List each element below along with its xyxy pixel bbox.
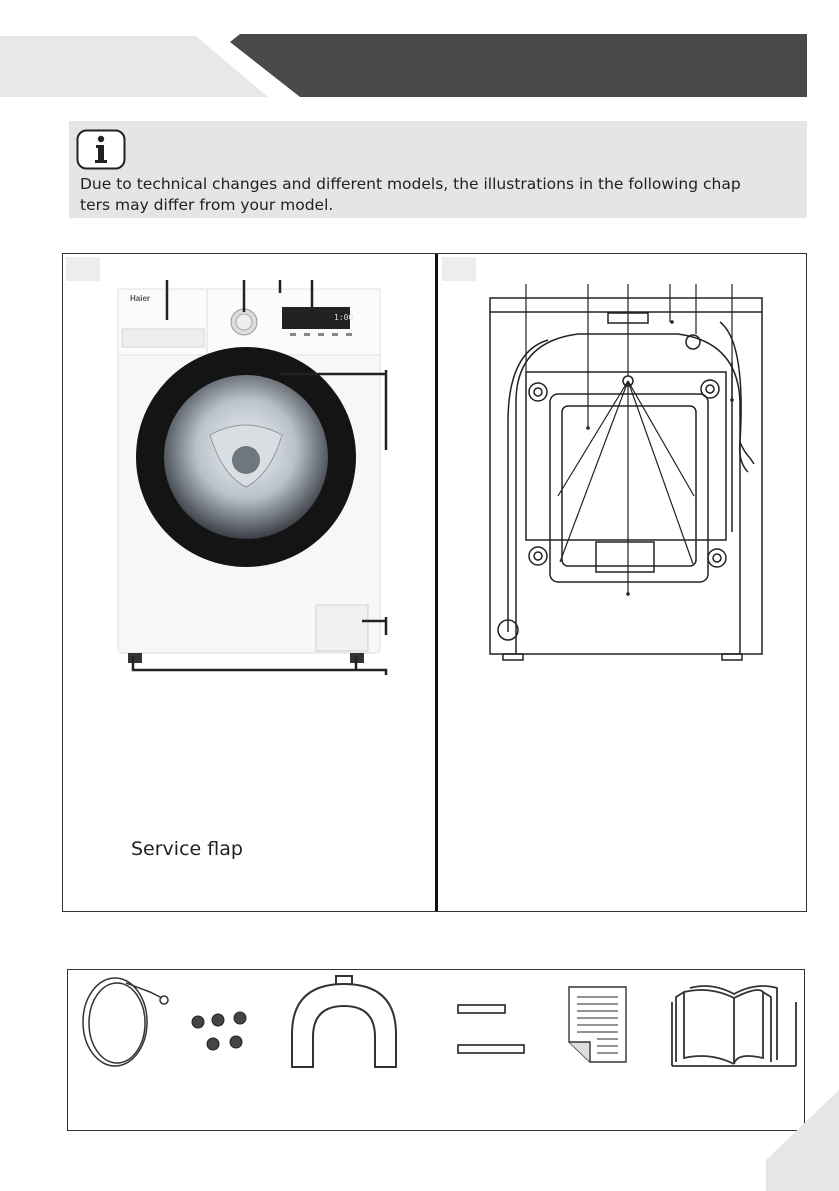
- service-flap: [316, 605, 368, 651]
- hose-clamps-icon: [192, 1012, 246, 1050]
- accessories-row: [70, 972, 800, 1072]
- hose-bracket-icon: [292, 976, 396, 1067]
- transit-bolt-bottom-left: [529, 547, 547, 565]
- transit-bolt-bottom-right: [708, 549, 726, 567]
- notice-line-2: ters may differ from your model.: [80, 196, 334, 214]
- notice-text: [80, 174, 800, 216]
- energy-label-icon: [569, 987, 626, 1062]
- front-view-diagram: [100, 275, 400, 685]
- figure-tag-back: [442, 257, 476, 281]
- info-icon: [76, 129, 126, 171]
- back-callout-lines: [526, 284, 732, 594]
- back-view-diagram: [488, 282, 770, 664]
- detergent-drawer: [122, 329, 204, 347]
- machine-back-panel: [490, 298, 762, 654]
- transit-bolt-top-right: [701, 380, 719, 398]
- inlet-hose-icon: [83, 978, 168, 1066]
- header-bar: [0, 0, 839, 110]
- display-reading: 1:00: [334, 313, 354, 322]
- header-tab-dark: [230, 34, 807, 97]
- label-service-flap: Service flap: [131, 838, 243, 860]
- page-corner: [766, 1090, 839, 1191]
- cover-caps-icon: [458, 1005, 524, 1053]
- notice-line-1: Due to technical changes and different models, the illustrations in the following chap: [80, 175, 741, 193]
- user-manual-icon: [672, 986, 796, 1066]
- figure-tag-front: [66, 257, 100, 281]
- header-tab-light: [0, 36, 268, 97]
- transit-bolt-top-left: [529, 383, 547, 401]
- brand-logo: Haier: [130, 294, 151, 303]
- frame-divider: [435, 254, 438, 911]
